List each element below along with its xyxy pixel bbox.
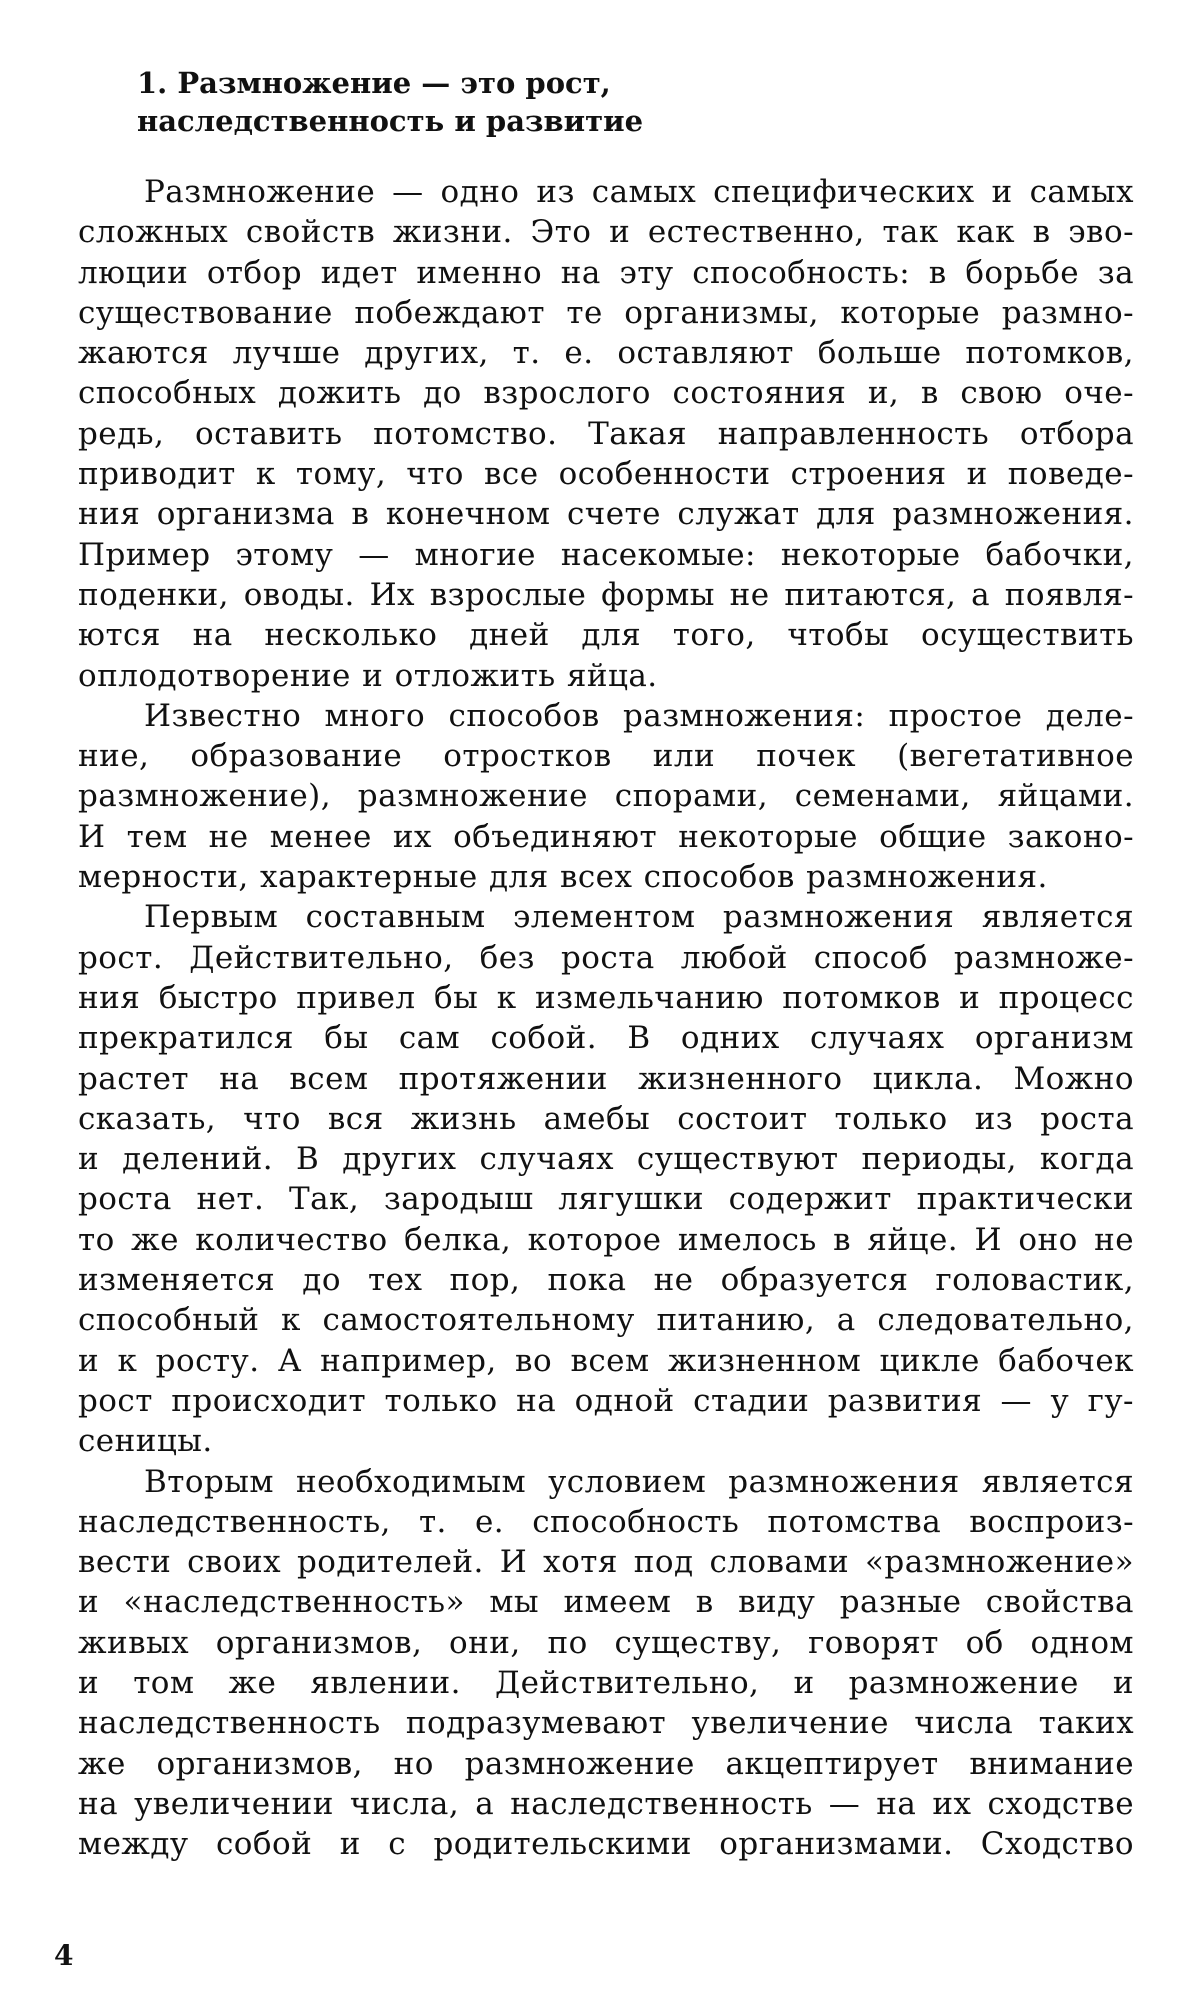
text-line: наследственность подразумевают увеличение числа таких	[78, 1705, 1134, 1742]
text-line: и делений. В других случаях существуют периоды, когда	[78, 1141, 1134, 1178]
text-line: Вторым необходимым условием размножения является	[144, 1463, 1134, 1500]
text-line: прекратился бы сам собой. В одних случаях организм	[78, 1020, 1134, 1057]
text-line: ние, образование отростков или почек (вегетативное	[78, 738, 1134, 775]
text-line: рост происходит только на одной стадии развития — у гу-	[78, 1382, 1134, 1419]
text-line: растет на всем протяжении жизненного цикла. Можно	[78, 1060, 1134, 1097]
text-line: живых организмов, они, по существу, говорят об одном	[78, 1624, 1134, 1661]
text-line: мерности, характерные для всех способов размножения.	[78, 859, 1048, 896]
text-line: размножение), размножение спорами, семенами, яйцами.	[78, 778, 1134, 815]
text-line: наследственность, т. е. способность потомства воспроиз-	[78, 1503, 1134, 1540]
text-line: люции отбор идет именно на эту способность: в борьбе за	[78, 254, 1134, 291]
text-line: и к росту. А например, во всем жизненном цикле бабочек	[78, 1342, 1134, 1379]
paragraph-2	[78, 696, 1134, 897]
paragraph-3	[78, 897, 1134, 1461]
section-heading	[137, 64, 937, 140]
page-number: 4	[54, 1939, 74, 1972]
text-line: ния быстро привел бы к измельчанию потомков и процесс	[78, 979, 1134, 1016]
section-heading-line: наследственность и развитие	[137, 104, 644, 138]
text-line: же организмов, но размножение акцептирует внимание	[78, 1745, 1134, 1782]
text-line: сказать, что вся жизнь амебы состоит только из роста	[78, 1100, 1134, 1137]
text-line: вести своих родителей. И хотя под словами «размножение»	[78, 1544, 1134, 1581]
text-line: способных дожить до взрослого состояния и, в свою оче-	[78, 375, 1134, 412]
text-line: между собой и с родительскими организмами. Сходство	[78, 1826, 1134, 1863]
text-line: рост. Действительно, без роста любой способ размноже-	[78, 939, 1134, 976]
section-heading-line: 1. Размножение — это рост,	[137, 66, 611, 100]
text-line: способный к самостоятельному питанию, а следовательно,	[78, 1302, 1134, 1339]
text-line: изменяется до тех пор, пока не образуется головастик,	[78, 1262, 1134, 1299]
text-line: Первым составным элементом размножения является	[144, 899, 1134, 936]
text-line: поденки, оводы. Их взрослые формы не питаются, а появля-	[78, 576, 1134, 613]
text-line: Размножение — одно из самых специфических и самых	[144, 174, 1134, 210]
text-line: роста нет. Так, зародыш лягушки содержит практически	[78, 1181, 1134, 1218]
text-line: редь, оставить потомство. Такая направленность отбора	[78, 415, 1134, 452]
text-line: то же количество белка, которое имелось в яйце. И оно не	[78, 1221, 1134, 1258]
text-line: жаются лучше других, т. е. оставляют больше потомков,	[78, 335, 1134, 372]
paragraph-1	[78, 172, 1134, 696]
text-line: сеницы.	[78, 1423, 213, 1460]
text-line: И тем не менее их объединяют некоторые общие законо-	[78, 818, 1134, 855]
text-line: и «наследственность» мы имеем в виду разные свойства	[78, 1584, 1134, 1621]
text-line: Известно много способов размножения: простое деле-	[144, 697, 1134, 734]
text-line: и том же явлении. Действительно, и размножение и	[78, 1664, 1134, 1701]
paragraph-4	[78, 1462, 1134, 1865]
body-text	[78, 172, 1134, 1864]
text-line: Пример этому — многие насекомые: некоторые бабочки,	[78, 536, 1134, 573]
text-line: оплодотворение и отложить яйца.	[78, 657, 658, 694]
text-line: сложных свойств жизни. Это и естественно, так как в эво-	[78, 214, 1134, 251]
text-line: существование побеждают те организмы, которые размно-	[78, 294, 1134, 331]
text-line: приводит к тому, что все особенности строения и поведе-	[78, 456, 1134, 493]
text-line: ются на несколько дней для того, чтобы осуществить	[78, 617, 1134, 654]
text-line: ния организма в конечном счете служат для размножения.	[78, 496, 1134, 533]
text-line: на увеличении числа, а наследственность — на их сходстве	[78, 1785, 1134, 1822]
